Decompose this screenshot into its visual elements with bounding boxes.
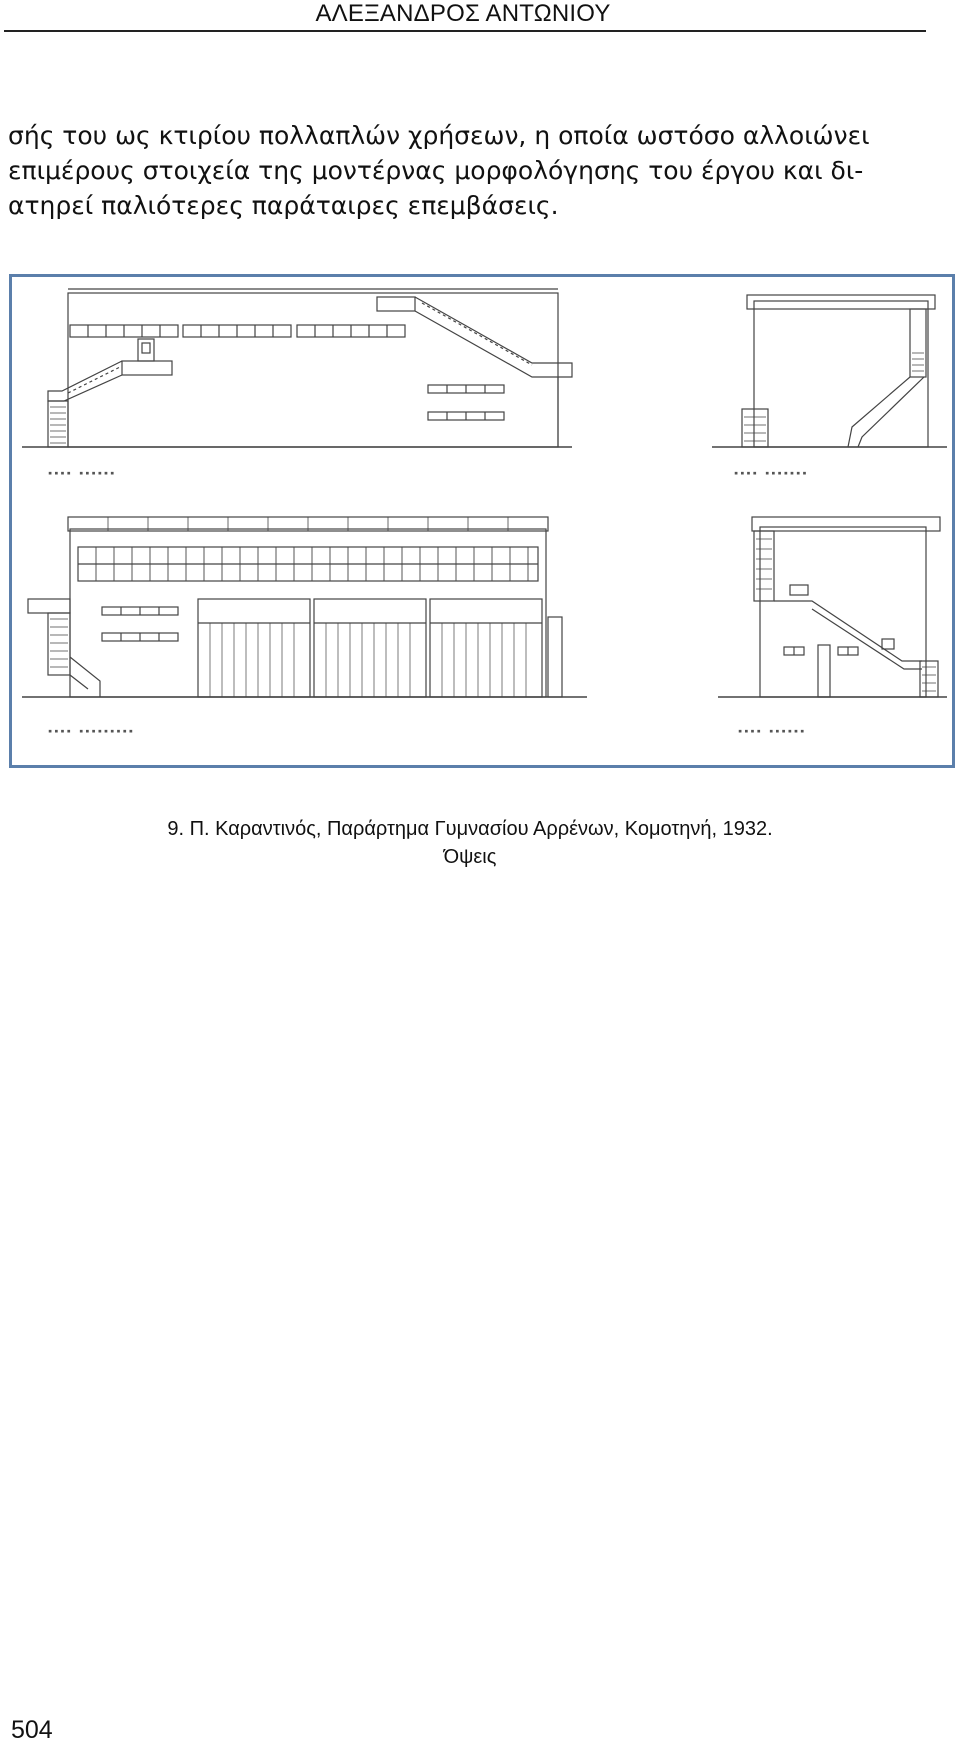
- body-line: ατηρεί παλιότερες παράταιρες επεμβάσεις.: [8, 191, 559, 220]
- exterior-stair: [28, 599, 100, 697]
- running-head: ΑΛΕΞΑΝΔΡΟΣ ΑΝΤΩΝΙΟΥ: [315, 0, 611, 27]
- window-band: [78, 547, 538, 641]
- elevation-drawing-south: [22, 517, 587, 735]
- exterior-stair: [48, 339, 172, 447]
- body-line: σής του ως κτιρίου πολλαπλών χρήσεων, η οποία ωστόσο αλλοιώνει: [8, 121, 870, 150]
- figure-caption: [0, 815, 940, 871]
- svg-text:▪▪▪▪ ▪▪▪▪▪▪: ▪▪▪▪ ▪▪▪▪▪▪: [738, 727, 807, 735]
- svg-text:▪▪▪▪ ▪▪▪▪▪▪: ▪▪▪▪ ▪▪▪▪▪▪: [48, 469, 117, 477]
- header-rule: [4, 30, 926, 32]
- svg-text:▪▪▪▪ ▪▪▪▪▪▪▪▪▪: ▪▪▪▪ ▪▪▪▪▪▪▪▪▪: [48, 727, 136, 735]
- elevation-drawings: [12, 277, 952, 765]
- svg-text:▪▪▪▪ ▪▪▪▪▪▪▪: ▪▪▪▪ ▪▪▪▪▪▪▪: [734, 469, 809, 477]
- elevation-drawing-west: [718, 517, 947, 735]
- window-band: [70, 325, 504, 420]
- elevations-figure: [9, 274, 955, 768]
- exterior-stair: [377, 297, 572, 447]
- garage-doors: [198, 599, 542, 697]
- caption-line: 9. Π. Καραντινός, Παράρτημα Γυμνασίου Αρρένων, Κομοτηνή, 1932.: [167, 818, 773, 840]
- elevation-drawing-east: [712, 295, 947, 477]
- elevation-drawing-north: [22, 289, 572, 477]
- body-paragraph: [8, 118, 920, 223]
- caption-line: Όψεις: [443, 846, 497, 868]
- body-line: επιμέρους στοιχεία της μοντέρνας μορφολόγησης του έργου και δι-: [8, 156, 864, 185]
- page-number: 504: [11, 1716, 53, 1744]
